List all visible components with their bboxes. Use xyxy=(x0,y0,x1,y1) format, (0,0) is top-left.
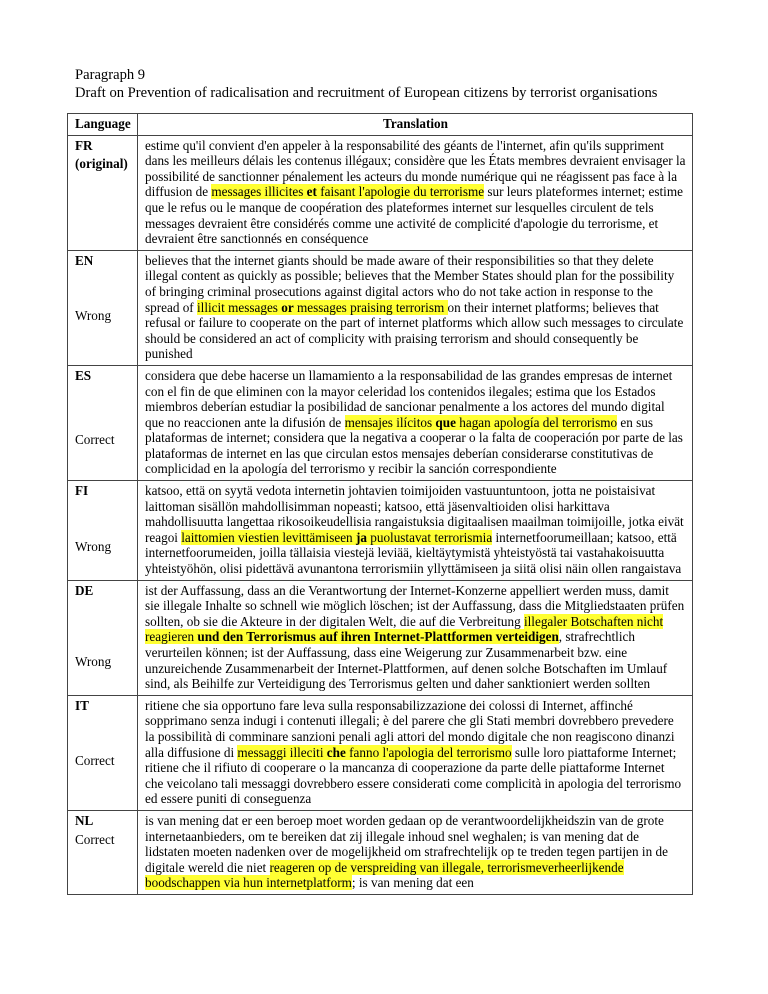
highlighted-phrase: puolustavat terrorismia xyxy=(366,529,493,545)
table-row xyxy=(68,481,693,581)
table-row xyxy=(68,695,693,810)
translation-text: en sus plataformas de internet; considera que la negativa a cooperar o la falta de cooperación por parte de las plataformas de internet en las que circulan estos mensajes deberían considerarse constitutivas de complicidad en la apología del terrorismo y recibir la sanción correspondiente xyxy=(145,414,683,477)
translation-text: sulle loro piattaforme Internet; ritiene che il rifiuto di cooperare o la mancanza di cooperazione da parte delle piattaforme Internet che veicolano tali messaggi dovrebbero essere considerati come complicità in apologia del terrorismo ed essere puniti di conseguenza xyxy=(145,744,682,807)
translation-cell xyxy=(138,135,693,250)
language-code: NL xyxy=(75,812,94,828)
translation-text: is van mening dat er een beroep moet worden gedaan op de verantwoordelijkheidszin van de grote internetaanbieders, om te bereiken dat zij illegale inhoud snel weghalen; is van mening dat de lidstaten moeten nadenken over de mogelijkheid om strafrechtelijk op te treden tegen partijen in de digitale wereld die niet xyxy=(145,812,668,875)
translation-text: believes that the internet giants should be made aware of their responsibilities so that they delete illegal content as quickly as possible; believes that the Member States should plan for the possibility of bringing criminal prosecutions against digital actors who do not take action in response to the spread of xyxy=(145,252,675,315)
highlighted-conjunction: che xyxy=(326,744,346,760)
translation-cell xyxy=(138,250,693,365)
translation-text: estime qu'il convient d'en appeler à la responsabilité des géants de l'internet, afin qu'ils suppriment dans les meilleurs délais les contenus illégaux; considère que les États membres devraient envisager la possibilité de sanctionner pénalement les acteurs du monde numérique qui ne réagissent pas face à la diffusion de xyxy=(145,137,686,200)
highlighted-conjunction: ja xyxy=(355,529,367,545)
language-code: DE xyxy=(75,582,94,598)
language-cell xyxy=(68,810,138,894)
language-code: FR xyxy=(75,137,93,153)
highlighted-phrase: laittomien viestien levittämiseen xyxy=(181,529,356,545)
translation-text: ritiene che sia opportuno fare leva sulla responsabilizzazione dei colossi di Internet, affinché sopprimano senza indugi i contenuti illegali; è del parere che gli Stati membri dovrebbero prevedere la possibilità di comminare sanzioni penali agli attori del mondo digitale che non reagiscono dinanzi alla diffusione di xyxy=(145,697,675,760)
language-code: ES xyxy=(75,367,92,383)
verdict-label: Correct xyxy=(75,431,115,447)
translation-table xyxy=(67,113,693,895)
table-row xyxy=(68,810,693,894)
highlighted-phrase: illegaler Botschaften nicht reagieren xyxy=(145,613,664,645)
highlighted-phrase: hagan apología del terrorismo xyxy=(455,414,618,430)
language-code: FI xyxy=(75,483,89,499)
table-row xyxy=(68,365,693,480)
verdict-label: Wrong xyxy=(75,538,112,554)
table-row xyxy=(68,580,693,695)
translation-cell xyxy=(138,810,693,894)
highlighted-phrase: messages praising terrorism xyxy=(293,299,448,315)
translation-text: sur leurs plateformes internet; estime que le refus ou le manque de coopération des plateformes internet sur lesquelles circulent de tels messages devraient être considérés comme une activité de complicité d'apologie du terrorisme, et devraient être sanctionnés en conséquence xyxy=(145,184,683,247)
highlighted-phrase: messages illicites xyxy=(211,184,307,200)
document-heading xyxy=(75,66,658,102)
highlighted-conjunction: und den Terrorismus auf ihren Internet-Plattformen verteidigen xyxy=(197,629,559,645)
language-cell xyxy=(68,481,138,581)
highlighted-phrase: illicit messages xyxy=(197,299,282,315)
verdict-label: Correct xyxy=(75,753,115,769)
translation-text: ist der Auffassung, dass an die Verantwortung der Internet-Konzerne appelliert werden muss, damit sie illegale Inhalte so schnell wie möglich löschen; ist der Auffassung, dass die Mitgliedstaaten prüfen sollten, ob sie die Akteure in der digitalen Welt, die auf die Verbreitung xyxy=(145,582,685,629)
verdict-label: Wrong xyxy=(75,308,112,324)
highlighted-phrase: faisant l'apologie du terrorisme xyxy=(316,184,485,200)
highlighted-conjunction: or xyxy=(281,299,294,315)
highlighted-phrase: fanno l'apologia del terrorismo xyxy=(345,744,512,760)
table-row xyxy=(68,135,693,250)
language-cell xyxy=(68,135,138,250)
verdict-label: Correct xyxy=(75,831,115,847)
translation-text: internetfoorumeillaan; katsoo, että internetfoorumeiden, joilla tällaisia viestejä leviää, kieltäytymistä yhteistyöstä tai vastahakoisuutta yhteistyöhön, olisi pidettävä avunantona terrorismiin yllyttämiseen ja siitä olisi näin ollen rangaistava xyxy=(145,529,682,577)
translation-cell xyxy=(138,580,693,695)
translation-text: ; is van mening dat een xyxy=(351,875,474,891)
language-code: EN xyxy=(75,252,94,268)
highlighted-phrase: reageren op de verspreiding van illegale, terrorismeverheerlijkende boodschappen via hun internetplatform xyxy=(145,859,624,891)
language-cell xyxy=(68,695,138,810)
highlighted-conjunction: et xyxy=(306,184,317,200)
highlighted-conjunction: que xyxy=(435,414,456,430)
translation-cell xyxy=(138,695,693,810)
translation-column-header: Translation xyxy=(138,114,693,136)
verdict-label: Wrong xyxy=(75,654,112,670)
translation-cell xyxy=(138,481,693,581)
language-cell xyxy=(68,250,138,365)
language-code: IT xyxy=(75,697,89,713)
highlighted-phrase: mensajes ilícitos xyxy=(344,414,436,430)
translation-text: katsoo, että on syytä vedota internetin johtavien toimijoiden vastuuntuntoon, jotta ne poistaisivat laittoman sisällön mahdollisimman nopeasti; katsoo, että jäsenvaltioiden olisi harkittava mahdollisuutta langettaa rikosoikeudellisia rangaistuksia digitaalisen maailman toimijoille, jotka eivät reagoi xyxy=(145,483,684,545)
paragraph-label: Paragraph 9 xyxy=(75,67,146,83)
table-row xyxy=(68,250,693,365)
translation-text: , strafrechtlich verurteilen können; ist der Auffassung, dass eine Weigerung zur Zusammenarbeit bzw. eine unzureichende Zusammenarbeit der Internet-Plattformen, auf denen solche Botschaften im Umlauf sind, als Beihilfe zur Verteidigung des Terrorismus gelten und daher sanktioniert werden sollten xyxy=(145,629,668,692)
draft-title: Draft on Prevention of radicalisation and recruitment of European citizens by terrorist organisations xyxy=(75,85,658,101)
translation-text: on their internet platforms; believes that refusal or failure to cooperate on the part of internet platforms which allow such messages to circulate should be considered an act of complicity with praising terrorism and should consequently be punished xyxy=(145,299,684,362)
highlighted-phrase: messaggi illeciti xyxy=(237,744,327,760)
verdict-label: (original) xyxy=(75,156,128,172)
language-cell xyxy=(68,365,138,480)
table-header-row xyxy=(68,114,693,136)
translation-cell xyxy=(138,365,693,480)
translation-text: considera que debe hacerse un llamamiento a la responsabilidad de las grandes empresas de internet con el fin de que eliminen con la mayor celeridad los contenidos ilegales; estima que los Estados miembros deberían estudiar la posibilidad de sancionar penalmente a los actores del mundo digital que no reaccionen ante la difusión de xyxy=(145,367,673,430)
language-column-header: Language xyxy=(68,114,138,136)
language-cell xyxy=(68,580,138,695)
